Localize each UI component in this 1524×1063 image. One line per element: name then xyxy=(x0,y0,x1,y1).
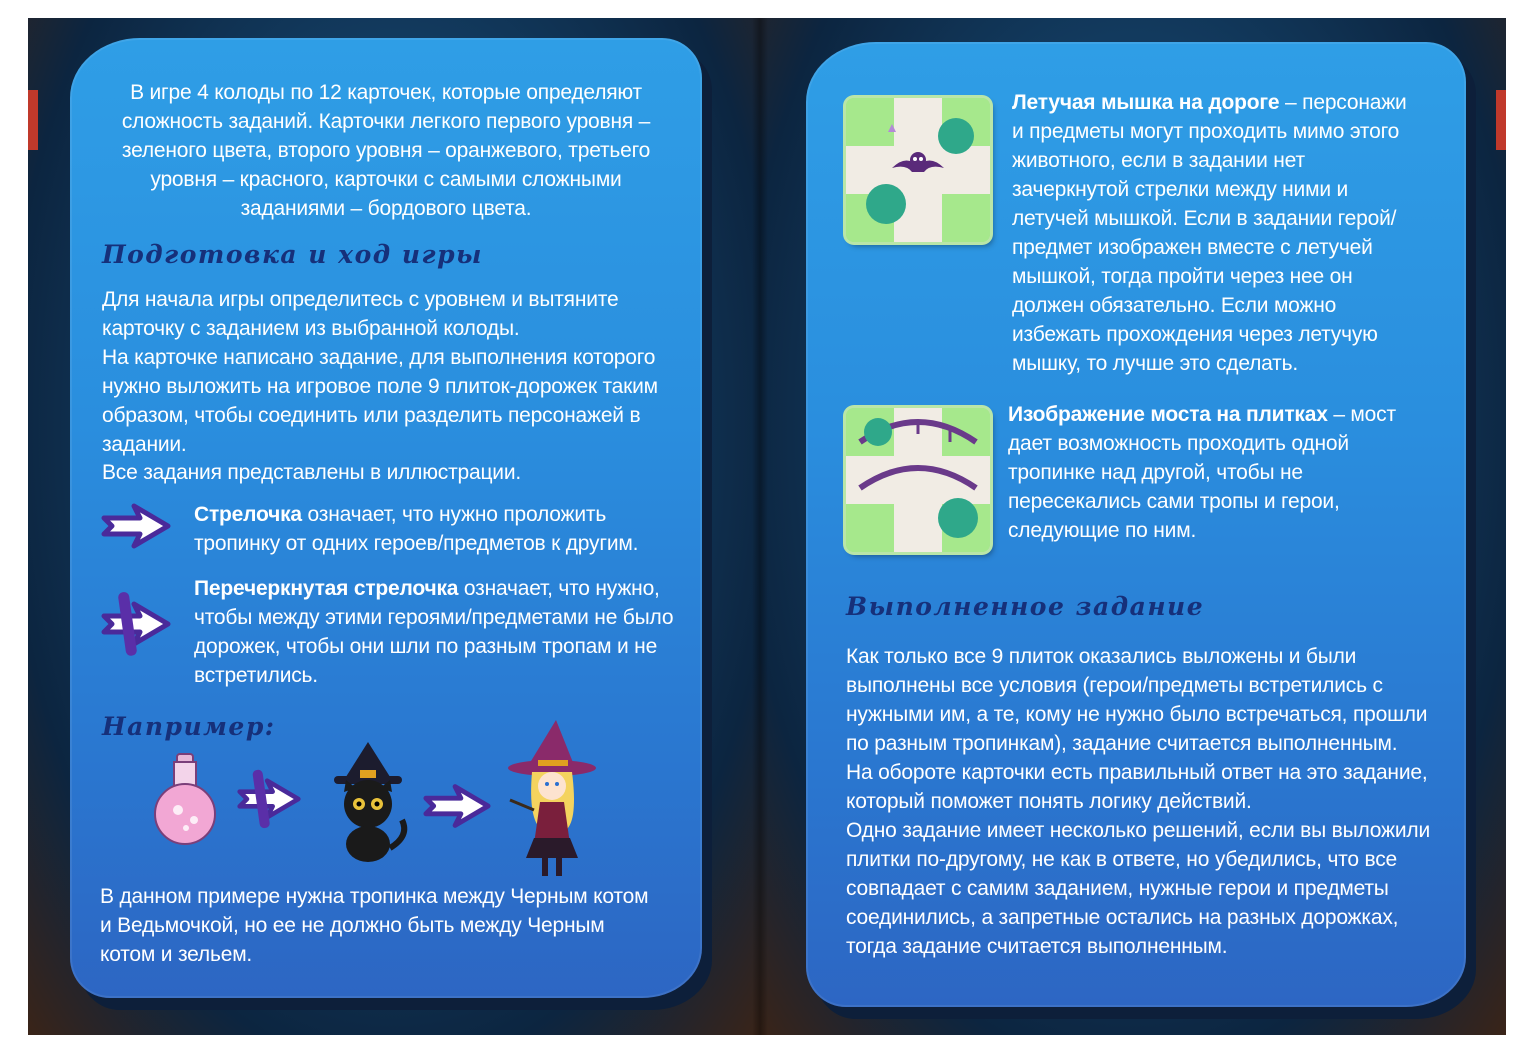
setup-heading: Подготовка и ход игры xyxy=(102,240,483,269)
arrow-desc-text: означает, что нужно проложить тропинку от одних героев/предметов к другим. xyxy=(194,503,639,555)
example-crossed-arrow-icon xyxy=(236,766,302,832)
example-explanation: В данном примере нужна тропинка между Черным котом и Ведьмочкой, но ее не должно быть между Черным котом и зельем. xyxy=(100,885,649,966)
crossed-arrow-desc-text: означает, что нужно, чтобы между этими героями/предметами не было дорожек, чтобы они шли по разным тропам и не встретились. xyxy=(194,577,674,687)
completed-paragraph-1: Как только все 9 плиток оказались выложены и были выполнены все условия (герои/предметы встретились с нужными им, а те, кому не нужно было встречаться, прошли по разным тропинкам), задание считается выполненным. xyxy=(846,645,1428,755)
arrow-icon xyxy=(100,500,172,552)
crossed-arrow-icon xyxy=(100,588,172,660)
witch-icon xyxy=(498,720,600,880)
bridge-description xyxy=(1008,400,1418,545)
crossed-arrow-term: Перечеркнутая стрелочка xyxy=(194,577,459,600)
page-fold xyxy=(752,18,768,1035)
setup-paragraph-1: Для начала игры определитесь с уровнем и вытяните карточку с заданием из выбранной колоды. xyxy=(102,288,619,340)
crossed-arrow-description xyxy=(194,574,674,690)
black-cat-icon xyxy=(322,740,414,864)
example-heading: Например: xyxy=(102,712,276,741)
right-red-edge xyxy=(1496,90,1506,150)
bat-tile-icon xyxy=(846,98,990,242)
example-arrow-icon xyxy=(422,780,492,832)
completed-paragraph-2: На обороте карточки есть правильный ответ на это задание, который поможет понять логику действий. xyxy=(846,761,1428,813)
arrow-term: Стрелочка xyxy=(194,503,302,526)
arrow-description xyxy=(194,500,654,558)
bat-desc-text: – персонажи и предметы могут проходить мимо этого животного, если в задании нет зачеркнутой стрелки между ними и летучей мышкой. Если в задании герой/предмет изображен вместе с летучей мышкой, тогда пройти через нее он должен обязательно. Если можно избежать прохождения через летучую мышку, то лучше это сделать. xyxy=(1012,91,1407,375)
potion-icon xyxy=(150,752,222,846)
setup-paragraph-3: Все задания представлены в иллюстрации. xyxy=(102,461,521,484)
completed-paragraph-3: Одно задание имеет несколько решений, если вы выложили плитки по-другому, не как в ответе, но убедились, что все совпадает с самим заданием, нужные герои и предметы соединились, а запретные остались на разных дорожках, тогда задание считается выполненным. xyxy=(846,819,1430,958)
bat-term: Летучая мышка на дороге xyxy=(1012,91,1280,114)
completed-task-heading: Выполненное задание xyxy=(846,592,1205,621)
setup-paragraph-2: На карточке написано задание, для выполнения которого нужно выложить на игровое поле 9 плиток-дорожек таким образом, чтобы соединить или разделить персонажей в задании. xyxy=(102,346,658,456)
bat-description xyxy=(1012,88,1422,378)
bridge-term: Изображение моста на плитках xyxy=(1008,403,1328,426)
bridge-desc-text: – мост дает возможность проходить одной тропинке над другой, чтобы не пересекались сами тропы и герои, следующие по ним. xyxy=(1008,403,1396,542)
intro-paragraph: В игре 4 колоды по 12 карточек, которые определяют сложность заданий. Карточки легкого первого уровня – зеленого цвета, второго уровня – оранжевого, третьего уровня – красного, карточки с самыми сложными заданиями – бордового цвета. xyxy=(121,81,651,220)
bridge-tile-icon xyxy=(846,408,990,552)
left-red-edge xyxy=(28,90,38,150)
